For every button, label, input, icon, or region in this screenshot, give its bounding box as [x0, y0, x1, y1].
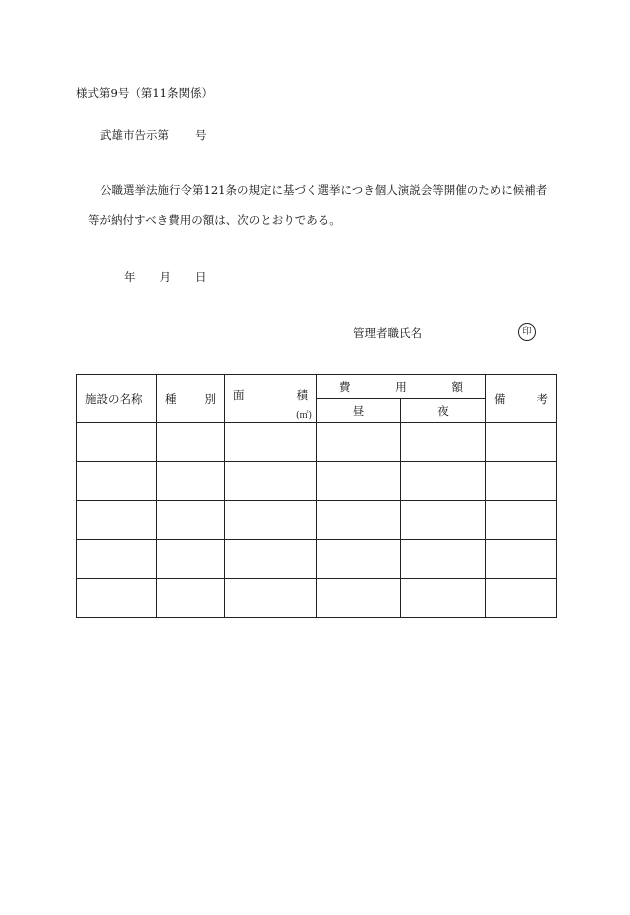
form-number-label: 様式第9号（第11条関係）	[76, 86, 213, 100]
header-remarks: 備 考	[486, 375, 557, 423]
date-month: 月	[159, 270, 171, 284]
header-day: 昼	[317, 399, 401, 423]
header-facility-name: 施設の名称	[77, 375, 157, 423]
body-text-line-2: 等が納付すべき費用の額は、次のとおりである。	[88, 213, 341, 227]
date-year: 年	[124, 270, 136, 284]
table-row	[77, 579, 557, 618]
header-type: 種 別	[157, 375, 225, 423]
date-day: 日	[195, 270, 207, 284]
table-row	[77, 540, 557, 579]
seal-icon: 印	[518, 323, 536, 341]
header-fee: 費 用 額	[317, 375, 486, 399]
header-night: 夜	[401, 399, 486, 423]
table-header-row	[77, 375, 557, 399]
notice-prefix: 武雄市告示第	[100, 128, 169, 142]
table-row	[77, 501, 557, 540]
area-unit-label: (㎡)	[295, 411, 312, 421]
notice-number-line	[100, 127, 207, 143]
notice-suffix: 号	[195, 128, 207, 142]
date-line	[124, 269, 231, 285]
manager-name-label: 管理者職氏名	[353, 326, 422, 340]
table-row	[77, 423, 557, 462]
table-row	[77, 462, 557, 501]
fee-table	[76, 374, 557, 618]
header-area: 面 積 (㎡)	[225, 375, 317, 423]
body-text-line-1: 公職選挙法施行令第121条の規定に基づく選挙につき個人演説会等開催のために候補者	[100, 183, 548, 197]
